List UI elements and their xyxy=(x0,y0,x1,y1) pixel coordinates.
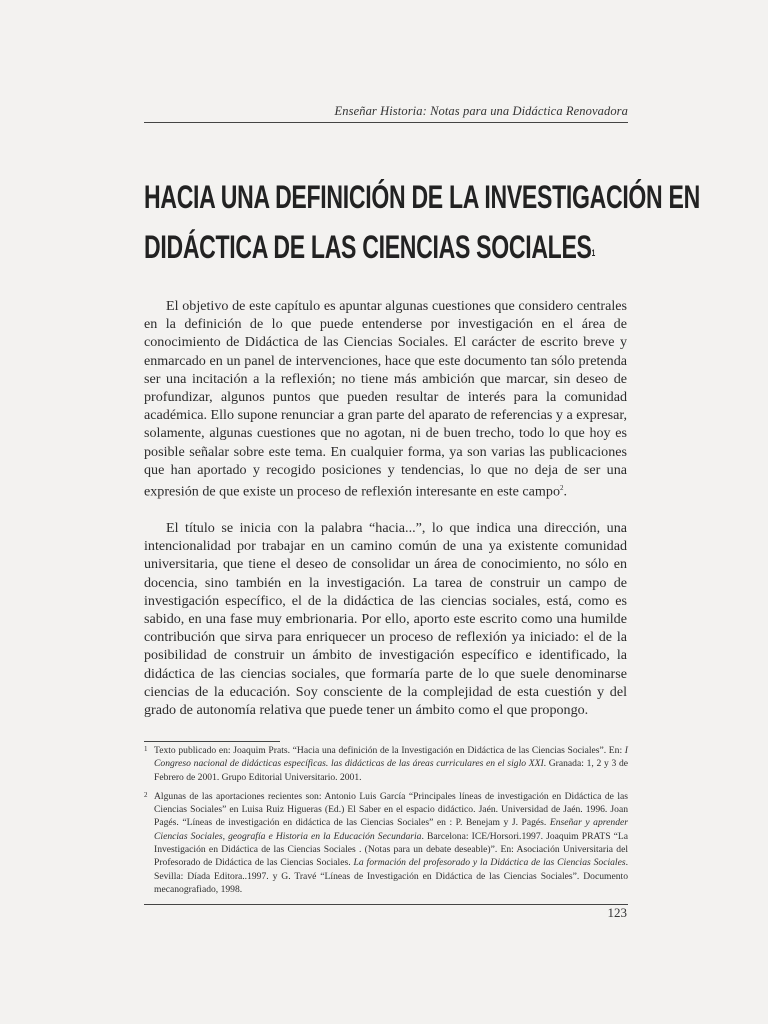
footnote xyxy=(144,744,628,784)
running-head: Enseñar Historia: Notas para una Didáctica Renovadora xyxy=(334,104,628,118)
footer-rule xyxy=(144,904,628,905)
header-rule xyxy=(144,122,628,123)
chapter-title xyxy=(144,172,700,272)
footnote xyxy=(144,790,628,896)
footnote-text: Texto publicado en: Joaquim Prats. “Hacia una definición de la Investigación en Didáctica de las Ciencias Sociales”. En: xyxy=(154,745,625,756)
page-number: 123 xyxy=(607,905,627,920)
footnote-text: . Barcelona: ICE/Horsori.1997. Joaquim PRATS “La Investigación en Didáctica de las Ciencias Sociales . (Notas para un debate deseable)”. En: Asociación Universitaria del Profesorado de Didáctica de las Ciencias Sociales. xyxy=(154,830,628,869)
paragraph xyxy=(144,519,627,719)
footnote-mark: 2 xyxy=(560,484,564,493)
footnote-text: . Granada: 1, 2 y 3 de Febrero de 2001. Grupo Editorial Universitario. 2001. xyxy=(154,758,628,783)
footnote-number: 1 xyxy=(144,745,148,753)
footnote-number: 2 xyxy=(144,790,148,799)
title-line-2: DIDÁCTICA DE LAS CIENCIAS SOCIALES xyxy=(144,229,592,265)
footnote-text: Algunas de las aportaciones recientes son: Antonio Luis García “Principales líneas de investigación en Didáctica de las Ciencias Sociales” en Luisa Ruiz Higueras (Ed.) El Saber en el espacio didáctico. Jaén. Universidad de Jaén. 1996. Joan Pagés. “Líneas de investigación en didáctica de las Ciencias Sociales” en : P. Benejam y J. Pagés. xyxy=(154,790,628,829)
footnote-italic-title: I Congreso nacional de didácticas específicas. las didácticas de las áreas curriculares en el siglo XXI xyxy=(154,745,628,770)
footnote-text: . Sevilla: Díada Editora..1997. y G. Travé “Líneas de Investigación en Didáctica de las Ciencias Sociales”. Documento mecanografiado, 1998. xyxy=(154,857,628,895)
title-line-1: HACIA UNA DEFINICIÓN DE LA INVESTIGACIÓN EN xyxy=(144,179,700,215)
paragraph-text: El título se inicia con la palabra “hacia...”, lo que indica una dirección, una intencionalidad por trabajar en un camino común de una ya existente comunidad universitaria, que tiene el deseo de consolidar un área de conocimiento, no sólo en docencia, sino también en la investigación. La tarea de construir un campo de investigación específico, el de la didáctica de las ciencias sociales, está, como es sabido, en una fase muy embrionaria. Por ello, aporto este escrito como una humilde contribución que sirva para enriquecer un proceso de reflexión ya iniciado: el de la posibilidad de construir un ámbito de investigación específico e identificado, la didáctica de las ciencias sociales, que formaría parte de lo que suele denominarse ciencias de la educación. Soy consciente de la complejidad de esta cuestión y del grado de autonomía relativa que puede tener un ámbito como el que propongo. xyxy=(144,519,627,718)
footnote-italic-title: Enseñar y aprender Ciencias Sociales, geografía e Historia en la Educación Secundaria xyxy=(154,817,628,842)
body-text xyxy=(144,297,627,737)
paragraph-text: El objetivo de este capítulo es apuntar algunas cuestiones que considero centrales en la definición de lo que puede entenderse por investigación en el área de conocimiento de Didáctica de las Ciencias Sociales. El carácter de escrito breve y enmarcado en un panel de intervenciones, hace que este documento tan sólo pretenda ser una incitación a la reflexión; no tiene más ambición que marcar, sin deseo de profundizar, algunos puntos que pueden resultar de interés para la comunidad académica. Ello supone renunciar a gran parte del aparato de referencias y a expresar, solamente, algunas cuestiones que no agotan, ni de buen trecho, todo lo que hoy es posible señalar sobre este tema. En cualquier forma, ya son varias las publicaciones que han aportado y recogido posiciones y tendencias, lo que no deja de ser una expresión de que existe un proceso de reflexión interesante en este campo xyxy=(144,298,627,500)
paragraph: El objetivo de este capítulo es apuntar algunas cuestiones que considero centrales en la definición de lo que puede entenderse por investigación en el área de conocimiento de Didáctica de las Ciencias Sociales. El carácter de escrito breve y enmarcado en un panel de intervenciones, hace que este documento tan sólo pretenda ser una incitación a la reflexión; no tiene más ambición que marcar, sin deseo de profundizar, algunos puntos que pueden resultar de interés para la comunidad académica. Ello supone renunciar a gran parte del aparato de referencias y a expresar, solamente, algunas cuestiones que no agotan, ni de buen trecho, todo lo que hoy es posible señalar sobre este tema. En cualquier forma, ya son varias las publicaciones que han aportado y recogido posiciones y tendencias, lo que no deja de ser una expresión de que existe un proceso de reflexión interesante en este campo$^2$. xyxy=(144,298,627,500)
title-footnote-mark: 1 xyxy=(591,248,595,258)
footnote-italic-title: La formación del profesorado y la Didáctica de las Ciencias Sociales xyxy=(353,857,626,869)
footnotes xyxy=(144,744,628,902)
footnote-rule xyxy=(144,741,280,742)
